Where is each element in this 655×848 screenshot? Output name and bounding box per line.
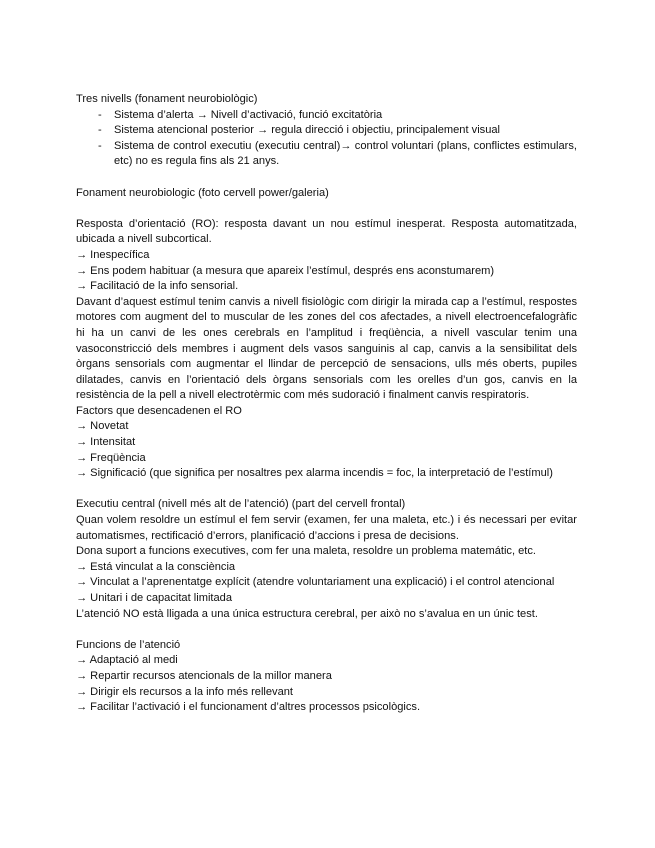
ro-factor-item: → Freqüència	[76, 451, 146, 464]
executive-arrow-item: → Unitari i de capacitat limitada	[76, 592, 232, 604]
ro-factors-heading: Factors que desencadenen el RO	[76, 404, 242, 417]
functions-item: → Dirigir els recursos a la info més rellevant	[76, 685, 294, 698]
levels-item-alerta: - Sistema d’alerta → Nivell d’activació, funció excitatòria	[76, 108, 577, 124]
levels-list	[76, 108, 577, 170]
executive-paragraph-1: Quan volem resoldre un estímul el fem servir (examen, fer una maleta, etc.) i és necessari per evitar automatismes, rectificació d’errors, planificació d’accions i presa de decisions.	[76, 514, 577, 542]
functions-item: → Adaptació al medi	[76, 654, 178, 667]
levels-item-posterior: - Sistema atencional posterior → regula direcció i objectiu, principalement visual	[76, 123, 577, 139]
functions-item: → Repartir recursos atencionals de la millor manera	[76, 669, 332, 682]
ro-factor-item: → Significació (que significa per nosaltres pex alarma incendis = foc, la interpretació de l’estímul)	[76, 467, 553, 480]
ro-factor-item: → Intensitat	[76, 436, 136, 449]
executive-closing: L’atenció NO està lligada a una única estructura cerebral, per això no s’avalua en un únic test.	[76, 607, 538, 620]
functions-item: → Facilitar l’activació i el funcionament d’altres processos psicològics.	[76, 701, 421, 714]
ro-arrow-item: → Ens podem habituar (a mesura que apareix l’estímul, després ens aconstumarem)	[76, 264, 495, 277]
ro-paragraph: Davant d’aquest estímul tenim canvis a nivell fisiològic com dirigir la mirada cap a l’estímul, respostes motores com augment del to muscular de les zones del cos afectades, a nivell electroencefalogràfic hi ha un canvi de les ones cerebrals en l’amplitud i freqüència, a nivell vascular tenim una vasoconstricció dels membres i augment dels vasos sanguinis al cap, canvis a la sensibilitat dels òrgans sensorials com augmentar el llindar de percepció de sensacions, ulls més oberts, pupiles dilatades, canvis en l’orientació dels òrgans sensorials com les orelles d’un gos, canvis en la resistència de la pell a nivell electrotèrmic com més sudoració i finalment canvis respiratoris.	[76, 295, 577, 402]
levels-item-executiu: - Sistema de control executiu (executiu central)→ control voluntari (plans, conflictes estimulars, etc) no es regula fins als 21 anys.	[76, 139, 577, 170]
executive-paragraph-2: Dona suport a funcions executives, com fer una maleta, resoldre un problema matemátic, etc.	[76, 545, 537, 558]
levels-heading: Tres nivells (fonament neurobiològic)	[76, 93, 258, 105]
executive-arrow-item: → Vinculat a l’aprenentatge explícit (atendre voluntariament una explicació) i el control atencional	[76, 576, 555, 589]
functions-heading: Funcions de l’atenció	[76, 638, 181, 651]
neuro-note: Fonament neurobiologic (foto cervell power/galeria)	[76, 186, 329, 199]
ro-arrow-item: → Inespecífica	[76, 248, 150, 261]
ro-intro: Resposta d’orientació (RO): resposta davant un nou estímul inesperat. Resposta automatitzada, ubicada a nivell subcortical.	[76, 217, 577, 246]
ro-arrow-item: → Facilitació de la info sensorial.	[76, 280, 239, 293]
ro-factor-item: → Novetat	[76, 420, 129, 433]
executive-heading: Executiu central (nivell més alt de l’atenció) (part del cervell frontal)	[76, 498, 406, 511]
document-body	[76, 92, 577, 716]
executive-arrow-item: → Está vinculat a la consciència	[76, 560, 236, 573]
